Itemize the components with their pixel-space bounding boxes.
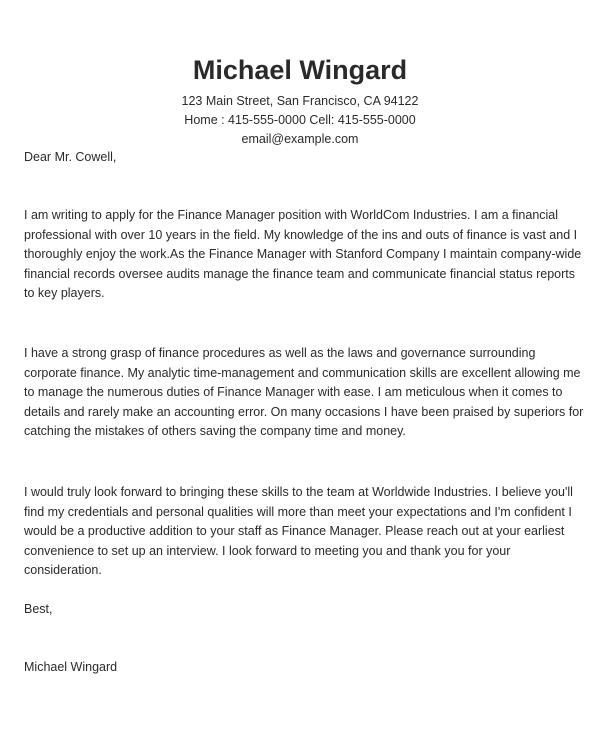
closing: Best, — [24, 602, 53, 616]
applicant-name: Michael Wingard — [192, 55, 408, 85]
salutation: Dear Mr. Cowell, — [24, 150, 117, 164]
body-paragraph: I would truly look forward to bringing these skills to the team at Worldwide Industries. I believe you'll find my credentials and personal qualities will more than meet your expectations and I'm confident I would be a productive addition to your staff as Finance Manager. Please reach out at your earliest convenience to set up an interview. I look forward to meeting you and thank you for your consideration. — [24, 485, 573, 578]
letter-header — [0, 54, 600, 149]
phone-numbers: Home : 415-555-0000 Cell: 415-555-0000 — [184, 113, 416, 127]
body-paragraph: I have a strong grasp of finance procedures as well as the laws and governance surrounding corporate finance. My analytic time-management and communication skills are excellent allowing me to manage the numerous duties of Finance Manager with ease. I am meticulous when it comes to details and rarely make an accounting error. On many occasions I have been praised by superiors for catching the mistakes of others saving the company time and money. — [24, 346, 584, 439]
street-address: 123 Main Street, San Francisco, CA 94122 — [181, 94, 419, 108]
email-address: email@example.com — [241, 132, 359, 146]
signature-name: Michael Wingard — [24, 660, 118, 674]
body-paragraph: I am writing to apply for the Finance Manager position with WorldCom Industries. I am a financial professional with over 10 years in the field. My knowledge of the ins and outs of finance is vast and I thoroughly enjoy the work.As the Finance Manager with Stanford Company I maintain company-wide financial records oversee audits manage the finance team and communicate financial status reports to key players. — [24, 208, 582, 301]
